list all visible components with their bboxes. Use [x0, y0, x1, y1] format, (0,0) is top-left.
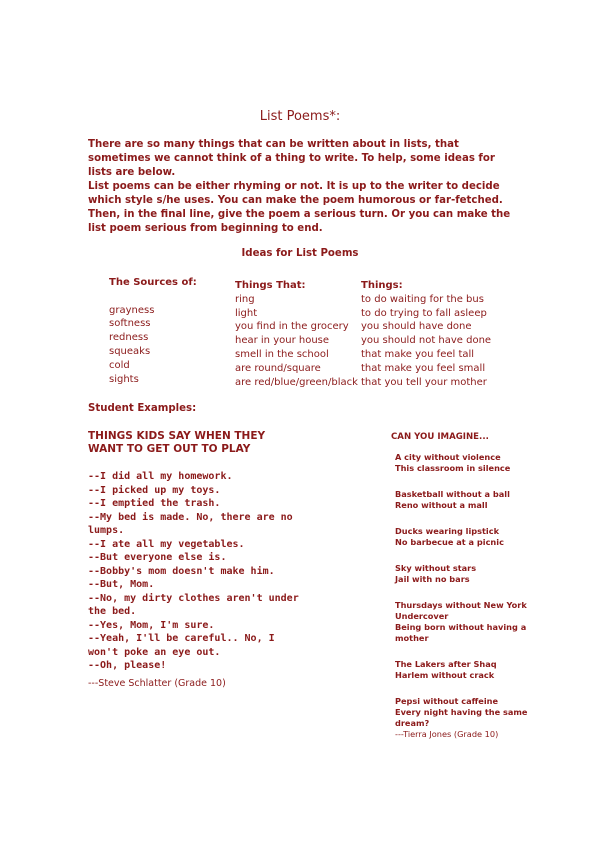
- ideas-title: Ideas for List Poems: [241, 248, 359, 259]
- list-item: sights: [109, 373, 139, 385]
- poem-line: Sky without stars: [395, 563, 477, 573]
- stanza: [395, 600, 545, 644]
- stanza: [395, 696, 545, 740]
- column-header: Things That:: [235, 280, 306, 291]
- list-item: you find in the grocery: [235, 321, 349, 333]
- list-item: squeaks: [109, 345, 151, 357]
- poem-line: --I did all my homework.: [88, 471, 233, 482]
- list-item: to do trying to fall asleep: [361, 307, 487, 319]
- stanza: [395, 526, 545, 548]
- list-item: you should not have done: [361, 335, 492, 347]
- poem-line: This classroom in silence: [395, 463, 511, 473]
- poem2-body: [395, 452, 545, 755]
- poem-line: Being born without having a mother: [395, 622, 527, 643]
- poem-line: --I ate all my vegetables.: [88, 538, 245, 550]
- poem-line: Jail with no bars: [395, 574, 470, 584]
- ideas-column-things: [361, 279, 491, 389]
- stanza: [395, 659, 545, 681]
- poem-line: No barbecue at a picnic: [395, 537, 504, 547]
- poem-line: --Oh, please!: [88, 660, 167, 671]
- list-item: redness: [109, 332, 149, 344]
- poem-line: --Yeah, I'll be careful.. No, I won't poke an eye out.: [88, 633, 275, 658]
- poem-line: Undercover: [395, 611, 449, 621]
- ideas-column-things-that: [235, 279, 358, 389]
- list-item: that you tell your mother: [361, 376, 487, 388]
- stanza: [395, 489, 545, 511]
- poem-line: --Yes, Mom, I'm sure.: [88, 619, 215, 631]
- list-item: that make you feel small: [361, 362, 486, 374]
- intro-paragraph-1: There are so many things that can be written about in lists, that sometimes we cannot think of a thing to write. To help, some ideas for lists are below.: [88, 139, 495, 178]
- stanza: [395, 563, 545, 585]
- student-examples-label: Student Examples:: [88, 403, 197, 414]
- poem-line: Harlem without crack: [395, 670, 495, 680]
- poem1-title: THINGS KIDS SAY WHEN THEY WANT TO GET OUT TO PLAY: [88, 430, 266, 455]
- list-item: are red/blue/green/black: [235, 376, 358, 388]
- list-item: to do waiting for the bus: [361, 293, 484, 305]
- list-item: smell in the school: [235, 348, 329, 360]
- list-item: softness: [109, 318, 151, 330]
- poem-line: Pepsi without caffeine: [395, 696, 499, 706]
- poem-line: --But, Mom.: [88, 579, 155, 590]
- poem-line: The Lakers after Shaq: [395, 659, 497, 669]
- stanza: [395, 452, 545, 474]
- poem-line: A city without violence: [395, 452, 501, 462]
- column-header: Things:: [361, 280, 403, 291]
- poem-line: Thursdays without New York: [395, 600, 527, 610]
- list-item: cold: [109, 359, 130, 371]
- poem2-title: CAN YOU IMAGINE...: [391, 432, 489, 442]
- poem-line: Ducks wearing lipstick: [395, 526, 500, 536]
- poem1-body: [88, 470, 303, 673]
- column-header: The Sources of:: [109, 277, 197, 288]
- poem-line: --I emptied the trash.: [88, 498, 221, 509]
- poem2-author: ---Tierra Jones (Grade 10): [395, 729, 499, 739]
- poem-line: --But everyone else is.: [88, 552, 227, 563]
- page-title: List Poems*:: [259, 109, 341, 124]
- poem-line: Basketball without a ball: [395, 489, 510, 499]
- list-item: are round/square: [235, 362, 321, 374]
- ideas-column-sources: [109, 276, 197, 386]
- list-item: ring: [235, 293, 255, 305]
- list-item: grayness: [109, 304, 155, 316]
- poem-line: --Bobby's mom doesn't make him.: [88, 565, 275, 577]
- list-item: you should have done: [361, 321, 472, 333]
- list-item: that make you feel tall: [361, 348, 475, 360]
- poem-line: --I picked up my toys.: [88, 484, 221, 496]
- list-item: light: [235, 307, 258, 319]
- poem-line: --My bed is made. No, there are no lumps.: [88, 511, 293, 536]
- poem-line: --No, my dirty clothes aren't under the bed.: [88, 592, 299, 617]
- intro-paragraph-2: List poems can be either rhyming or not. It is up to the writer to decide which style s/he uses. You can make the poem humorous or far-fetched. Then, in the final line, give the poem a serious turn. Or you can make the list poem serious from beginning to end.: [88, 181, 511, 234]
- list-item: hear in your house: [235, 335, 330, 347]
- poem-line: Reno without a mall: [395, 500, 488, 510]
- poem-line: Every night having the same dream?: [395, 707, 528, 728]
- poem1-author: ---Steve Schlatter (Grade 10): [88, 678, 226, 689]
